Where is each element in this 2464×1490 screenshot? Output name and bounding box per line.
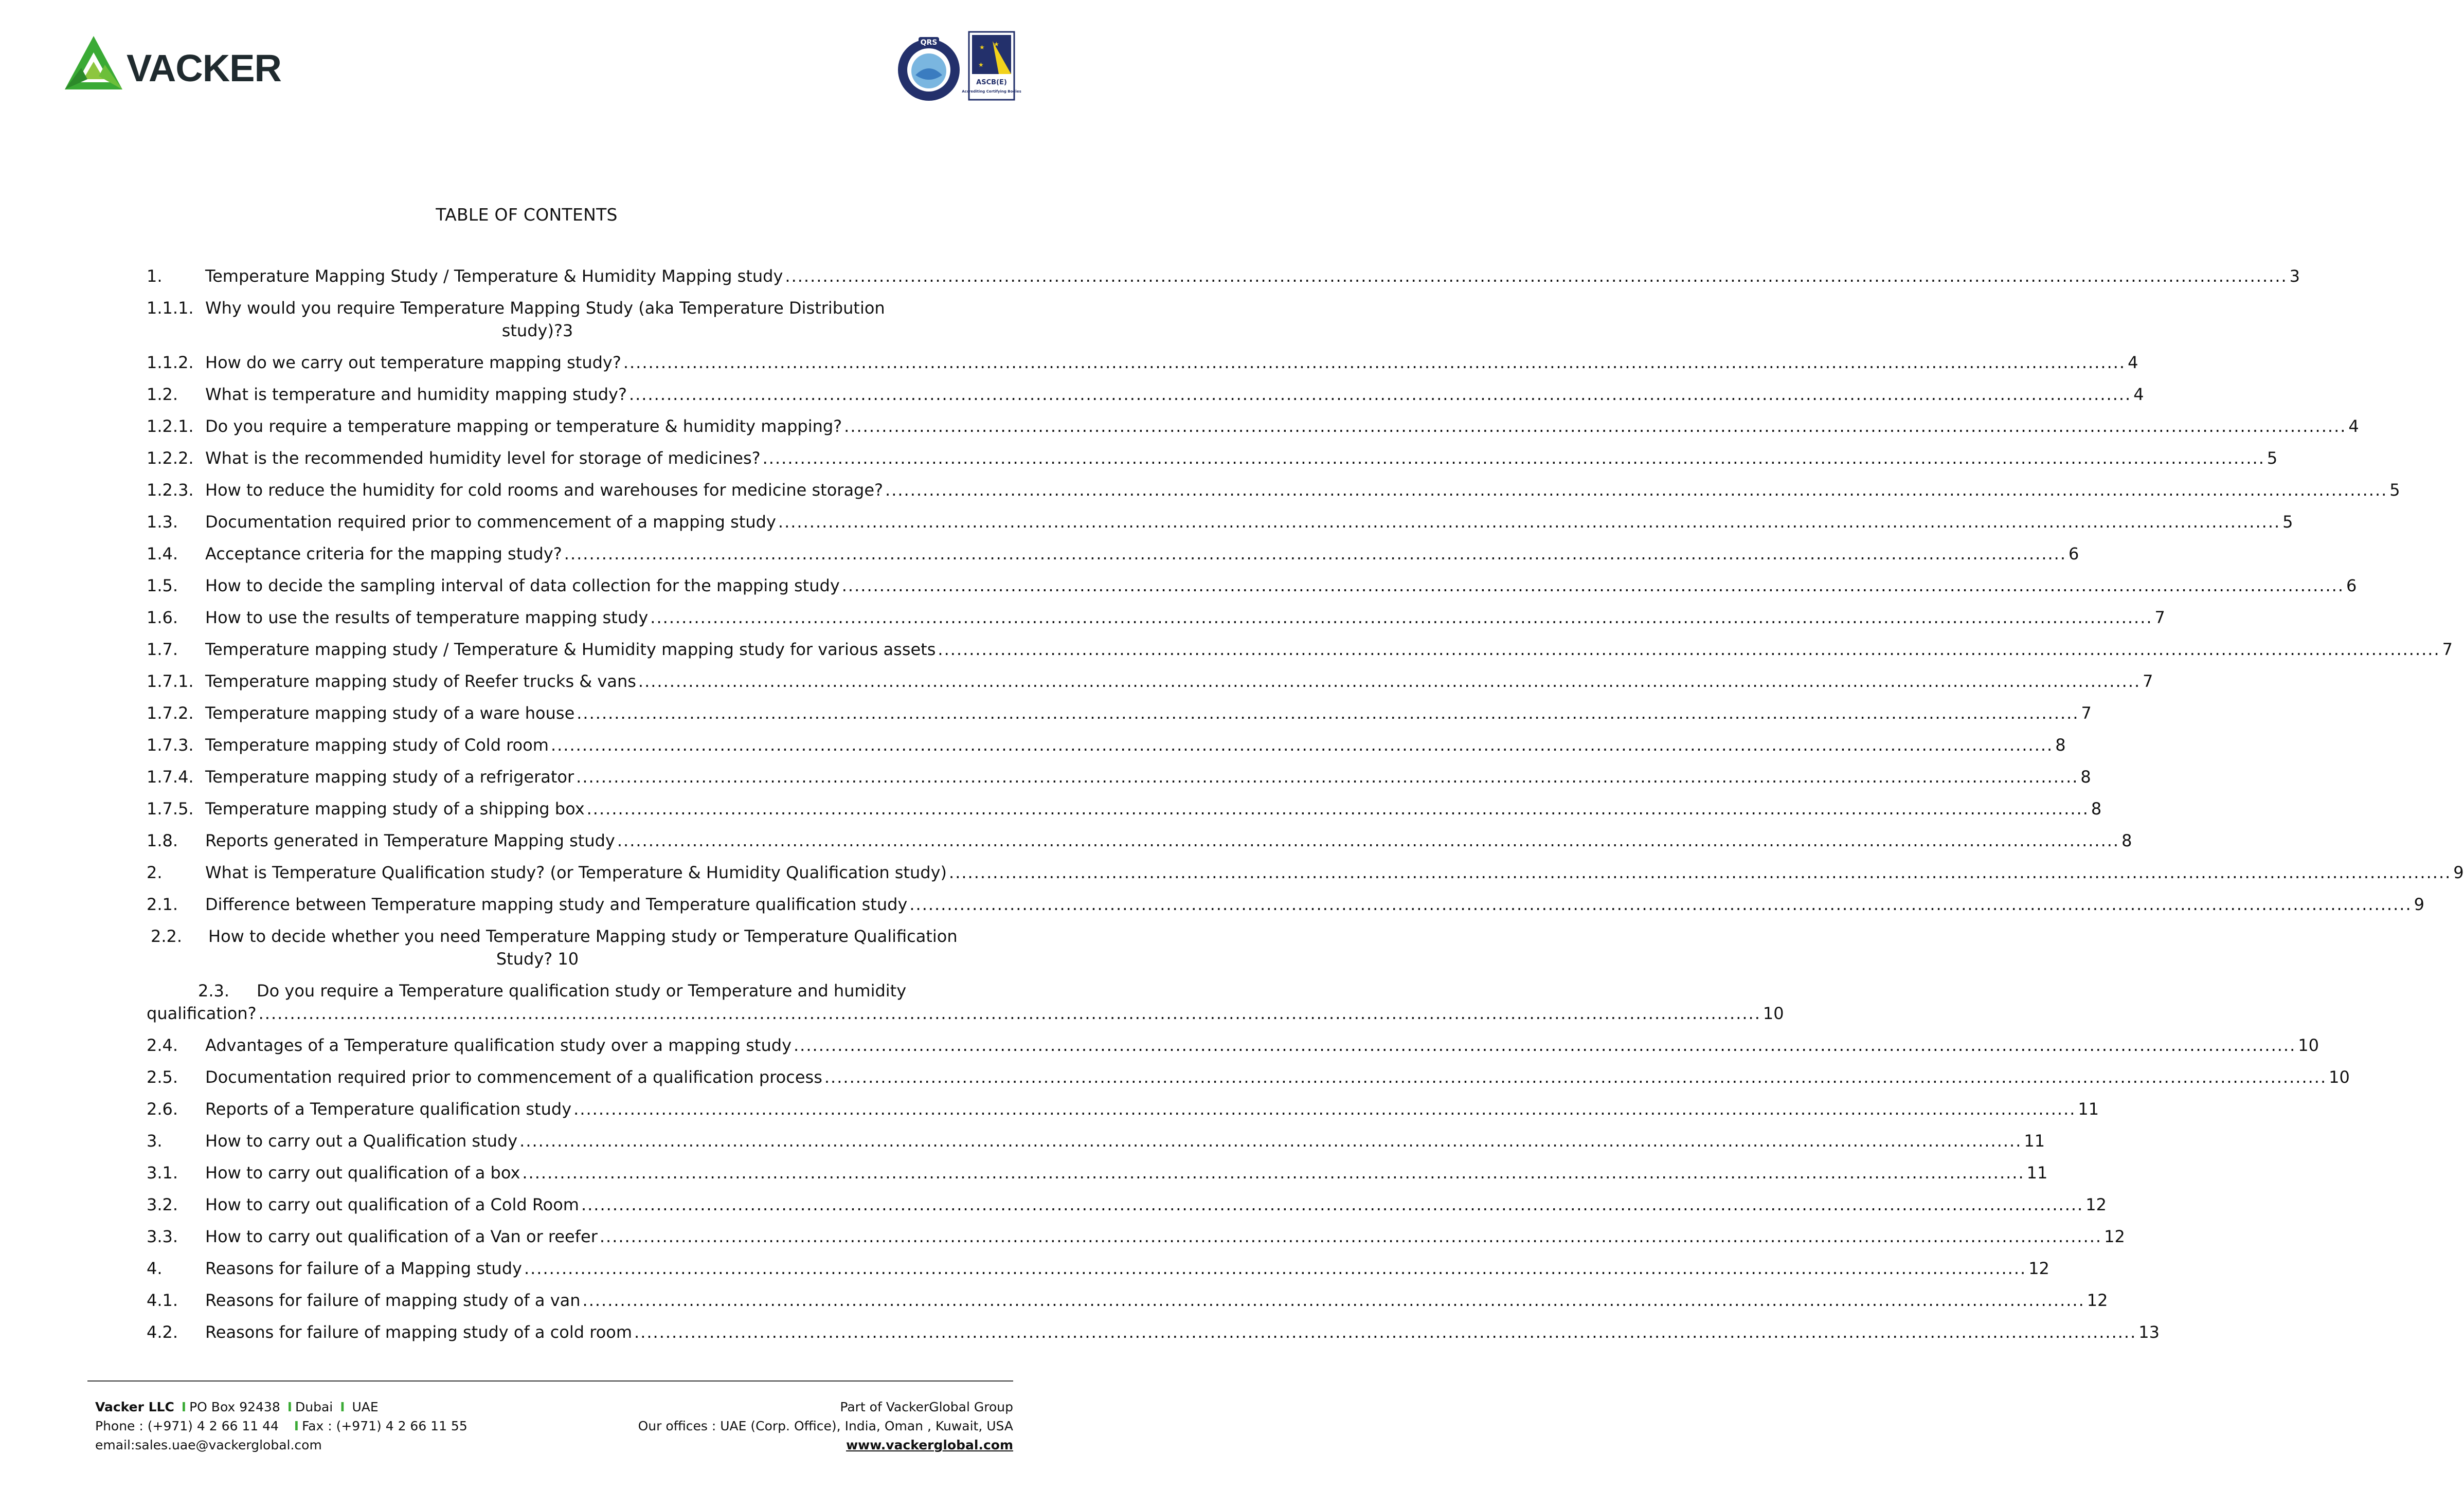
footer-separator: I	[287, 1400, 293, 1414]
toc-entry-number: 2.4.	[147, 1035, 178, 1055]
toc-entry-title: Do you require a temperature mapping or temperature & humidity mapping?	[205, 416, 842, 436]
footer-po-box: PO Box 92438	[189, 1400, 280, 1414]
toc-entry-title: Reports of a Temperature qualification study	[205, 1099, 572, 1119]
toc-entry-page: 5	[2282, 512, 2293, 532]
toc-entry-number: 1.7.1.	[147, 671, 194, 691]
toc-dot-leader	[564, 542, 2066, 565]
toc-entry-number: 2.5.	[147, 1067, 178, 1087]
footer-separator: I	[340, 1400, 345, 1414]
toc-entry-title: Documentation required prior to commencement of a mapping study	[205, 512, 776, 532]
toc-entry-number: 1.3.	[147, 512, 178, 532]
toc-entry[interactable]	[147, 574, 2357, 597]
toc-entry-number: 1.2.3.	[147, 480, 194, 500]
toc-entry-number: 2.2.	[151, 926, 183, 946]
vacker-emblem-icon	[61, 32, 127, 99]
toc-entry-page: 7	[2154, 608, 2165, 627]
toc-entry-number: 4.	[147, 1259, 163, 1278]
toc-entry-title: Temperature Mapping Study / Temperature & Humidity Mapping study	[205, 266, 783, 286]
brand-name: VACKER	[127, 47, 281, 89]
toc-dot-leader	[938, 638, 2440, 661]
toc-entry[interactable]	[147, 542, 2079, 565]
toc-entry-title: How to carry out a Qualification study	[205, 1131, 518, 1151]
toc-entry-page: 6	[2346, 576, 2357, 595]
toc-entry-number: 1.	[147, 266, 163, 286]
toc-entry[interactable]	[147, 734, 2066, 756]
toc-entry-title: Acceptance criteria for the mapping study?	[205, 544, 562, 564]
toc-entry-number: 1.6.	[147, 608, 178, 627]
footer-company: Vacker LLC	[95, 1400, 174, 1414]
toc-entry-page: 12	[2087, 1291, 2108, 1310]
footer-fax: Fax : (+971) 4 2 66 11 55	[302, 1419, 467, 1433]
toc-entry-page: 8	[2080, 767, 2091, 787]
toc-entry-number: 1.4.	[147, 544, 178, 564]
toc-entry[interactable]	[147, 297, 928, 342]
toc-dot-leader	[573, 1098, 2076, 1120]
toc-entry-page: 4	[2133, 385, 2144, 404]
toc-entry[interactable]	[147, 265, 2300, 287]
toc-entry-page: 12	[2028, 1259, 2049, 1278]
footer-separator: I	[294, 1419, 299, 1433]
toc-entry-page: 3	[2289, 266, 2300, 286]
toc-dot-leader	[785, 265, 2287, 287]
toc-entry-title-continuation: study)?3	[501, 321, 573, 340]
toc-entry[interactable]	[147, 979, 1784, 1025]
toc-dot-leader	[577, 702, 2079, 724]
toc-entry-number: 1.2.	[147, 385, 178, 404]
toc-entry-page: 5	[2267, 448, 2278, 468]
toc-entry[interactable]	[147, 797, 2102, 820]
toc-entry[interactable]	[147, 1289, 2108, 1312]
toc-entry-number: 3.2.	[147, 1195, 178, 1214]
toc-entry-page: 11	[2024, 1131, 2045, 1151]
toc-entry[interactable]	[147, 638, 2453, 661]
toc-entry-page: 9	[2453, 863, 2464, 882]
toc-dot-leader	[794, 1034, 2296, 1057]
toc-entry-number: 3.1.	[147, 1163, 178, 1183]
toc-entry-page: 8	[2055, 735, 2066, 755]
toc-entry-number: 1.2.1.	[147, 416, 194, 436]
toc-entry-number: 1.1.2.	[147, 353, 194, 372]
toc-entry[interactable]	[147, 1130, 2045, 1152]
toc-dot-leader	[638, 670, 2141, 693]
toc-entry[interactable]	[147, 1225, 2125, 1248]
toc-entry[interactable]	[147, 1321, 2160, 1343]
toc-entry-title-continuation: Study? 10	[496, 949, 579, 969]
toc-entry-number: 1.7.5.	[147, 799, 194, 819]
toc-entry-page: 12	[2104, 1227, 2125, 1246]
toc-entry-page: 8	[2091, 799, 2102, 819]
toc-entry-number: 1.7.2.	[147, 703, 194, 723]
toc-entry-title: Temperature mapping study of Cold room	[205, 735, 549, 755]
toc-entry-page: 12	[2085, 1195, 2107, 1214]
toc-entry-title: Reports generated in Temperature Mapping study	[205, 831, 615, 850]
toc-entry[interactable]	[147, 925, 958, 970]
toc-dot-leader	[522, 1161, 2024, 1184]
toc-entry-title: How to carry out qualification of a Van or reefer	[205, 1227, 598, 1246]
toc-entry-title: Do you require a Temperature qualification study or Temperature and humidity	[257, 981, 907, 1001]
ascb-badge-icon	[962, 31, 1021, 101]
footer-offices: Our offices : UAE (Corp. Office), India, Oman , Kuwait, USA	[638, 1419, 1013, 1433]
footer-separator: I	[181, 1400, 187, 1414]
toc-entry[interactable]	[147, 511, 2293, 533]
toc-entry-number: 1.7.3.	[147, 735, 194, 755]
toc-entry[interactable]	[147, 1257, 2049, 1280]
toc-dot-leader	[844, 415, 2346, 438]
toc-entry-title: How to carry out qualification of a box	[205, 1163, 520, 1183]
toc-entry-number: 2.1.	[147, 895, 178, 914]
toc-entry-page: 8	[2121, 831, 2132, 850]
toc-dot-leader	[629, 383, 2131, 406]
toc-entry-title: How do we carry out temperature mapping study?	[205, 353, 621, 372]
toc-entry-number: 2.6.	[147, 1099, 178, 1119]
toc-entry-title: Advantages of a Temperature qualification study over a mapping study	[205, 1035, 792, 1055]
toc-entry-page: 4	[2128, 353, 2138, 372]
toc-dot-leader	[824, 1066, 2327, 1088]
toc-dot-leader	[600, 1225, 2102, 1248]
toc-dot-leader	[763, 447, 2265, 469]
vacker-logo	[61, 32, 281, 99]
toc-entry[interactable]	[147, 1066, 2350, 1088]
toc-entry-page: 10	[1762, 1004, 1784, 1023]
toc-entry[interactable]	[147, 383, 2144, 406]
toc-dot-leader	[519, 1130, 2022, 1152]
toc-dot-leader	[885, 479, 2387, 501]
toc-entry-page: 7	[2442, 640, 2453, 659]
footer-group-info	[638, 1397, 1013, 1455]
table-of-contents	[147, 265, 2464, 1353]
toc-entry-title: Temperature mapping study / Temperature & Humidity mapping study for various assets	[205, 640, 936, 659]
toc-entry[interactable]	[147, 479, 2400, 501]
qrs-iso-badge-icon	[895, 35, 963, 103]
toc-entry-title: How to carry out qualification of a Cold Room	[205, 1195, 579, 1214]
toc-entry[interactable]	[147, 829, 2132, 852]
svg-text:★: ★	[978, 61, 984, 68]
toc-entry-number: 4.2.	[147, 1322, 178, 1342]
toc-entry[interactable]	[147, 415, 2359, 438]
toc-dot-leader	[581, 1193, 2083, 1216]
toc-dot-leader	[576, 766, 2078, 788]
toc-dot-leader	[259, 1002, 1761, 1025]
toc-entry-number: 1.7.4.	[147, 767, 194, 787]
toc-entry[interactable]	[147, 766, 2091, 788]
toc-entry-page: 9	[2414, 895, 2424, 914]
toc-dot-leader	[650, 606, 2152, 629]
toc-entry-title: Reasons for failure of mapping study of a cold room	[205, 1322, 633, 1342]
toc-entry[interactable]	[147, 1034, 2319, 1057]
toc-entry[interactable]	[147, 447, 2278, 469]
footer-group: Part of VackerGlobal Group	[840, 1400, 1013, 1414]
toc-entry-title: What is temperature and humidity mapping study?	[205, 385, 627, 404]
toc-entry[interactable]	[147, 1098, 2099, 1120]
toc-dot-leader	[551, 734, 2053, 756]
toc-entry-page: 7	[2081, 703, 2092, 723]
toc-entry[interactable]	[147, 1161, 2048, 1184]
toc-entry-number: 2.	[147, 863, 163, 882]
toc-dot-leader	[909, 893, 2412, 916]
toc-entry-page: 6	[2069, 544, 2079, 564]
toc-entry-page: 4	[2348, 416, 2359, 436]
toc-entry-page: 5	[2389, 480, 2400, 500]
toc-entry-title: How to reduce the humidity for cold rooms and warehouses for medicine storage?	[205, 480, 884, 500]
toc-dot-leader	[778, 511, 2280, 533]
toc-entry-page: 13	[2138, 1322, 2160, 1342]
footer-phone: Phone : (+971) 4 2 66 11 44	[95, 1419, 279, 1433]
toc-entry-title: What is Temperature Qualification study? (or Temperature & Humidity Qualification study)	[205, 863, 947, 882]
toc-dot-leader	[623, 351, 2126, 374]
toc-entry[interactable]	[147, 702, 2092, 724]
toc-entry-number: 1.5.	[147, 576, 178, 595]
toc-dot-leader	[949, 861, 2451, 884]
toc-entry-title: Temperature mapping study of Reefer trucks & vans	[205, 671, 636, 691]
toc-entry[interactable]	[147, 861, 2464, 884]
svg-text:★: ★	[994, 41, 999, 48]
toc-entry-title: Why would you require Temperature Mapping Study (aka Temperature Distribution	[205, 298, 885, 318]
toc-entry-number: 2.3.	[198, 981, 230, 1001]
toc-entry-title: Documentation required prior to commencement of a qualification process	[205, 1067, 822, 1087]
toc-entry-number: 1.7.	[147, 640, 178, 659]
toc-entry-page: 7	[2143, 671, 2153, 691]
toc-entry[interactable]	[147, 1193, 2107, 1216]
footer-email[interactable]: email:sales.uae@vackerglobal.com	[95, 1438, 322, 1452]
toc-entry-title: Temperature mapping study of a refrigerator	[205, 767, 574, 787]
toc-dot-leader	[587, 797, 2089, 820]
toc-entry-page: 11	[2078, 1099, 2099, 1119]
toc-entry[interactable]	[147, 670, 2153, 693]
qrs-label: QRS	[920, 39, 938, 47]
toc-entry-number: 1.8.	[147, 831, 178, 850]
toc-entry-title: Difference between Temperature mapping study and Temperature qualification study	[205, 895, 908, 914]
toc-entry-number: 1.2.2.	[147, 448, 194, 468]
footer-country: UAE	[352, 1400, 379, 1414]
footer-divider	[87, 1380, 1013, 1382]
toc-entry-number: 3.3.	[147, 1227, 178, 1246]
footer-city: Dubai	[295, 1400, 333, 1414]
toc-entry-title: Temperature mapping study of a ware house	[205, 703, 575, 723]
toc-entry-title: How to use the results of temperature mapping study	[205, 608, 649, 627]
svg-text:★: ★	[979, 44, 985, 51]
toc-dot-leader	[634, 1321, 2136, 1343]
toc-entry-title: What is the recommended humidity level for storage of medicines?	[205, 448, 761, 468]
toc-dot-leader	[583, 1289, 2085, 1312]
toc-entry-number: 1.1.1.	[147, 298, 194, 318]
toc-dot-leader	[617, 829, 2119, 852]
footer-website-link[interactable]: www.vackerglobal.com	[846, 1438, 1013, 1452]
toc-dot-leader	[524, 1257, 2026, 1280]
ascb-label: ASCB(E)	[976, 79, 1007, 86]
toc-entry-page: 11	[2026, 1163, 2048, 1183]
toc-entry[interactable]	[147, 351, 2138, 374]
toc-entry-title: How to decide whether you need Temperature Mapping study or Temperature Qualification	[208, 926, 958, 946]
toc-entry-title: Temperature mapping study of a shipping box	[205, 799, 585, 819]
toc-entry-number: 4.1.	[147, 1291, 178, 1310]
toc-entry-number: 3.	[147, 1131, 163, 1151]
toc-entry[interactable]	[147, 893, 2424, 916]
certification-badges	[895, 31, 1021, 103]
toc-title: TABLE OF CONTENTS	[436, 205, 618, 225]
toc-entry-title-continuation: qualification?	[147, 1004, 257, 1023]
toc-entry-page: 10	[2329, 1067, 2350, 1087]
toc-entry[interactable]	[147, 606, 2165, 629]
toc-dot-leader	[842, 574, 2344, 597]
toc-entry-page: 10	[2298, 1035, 2319, 1055]
toc-entry-title: Reasons for failure of a Mapping study	[205, 1259, 522, 1278]
footer-contact	[95, 1397, 467, 1455]
toc-entry-title: How to decide the sampling interval of data collection for the mapping study	[205, 576, 840, 595]
ascb-sub: Accrediting Certifying Bodies	[962, 89, 1021, 94]
toc-entry-title: Reasons for failure of mapping study of a van	[205, 1291, 581, 1310]
